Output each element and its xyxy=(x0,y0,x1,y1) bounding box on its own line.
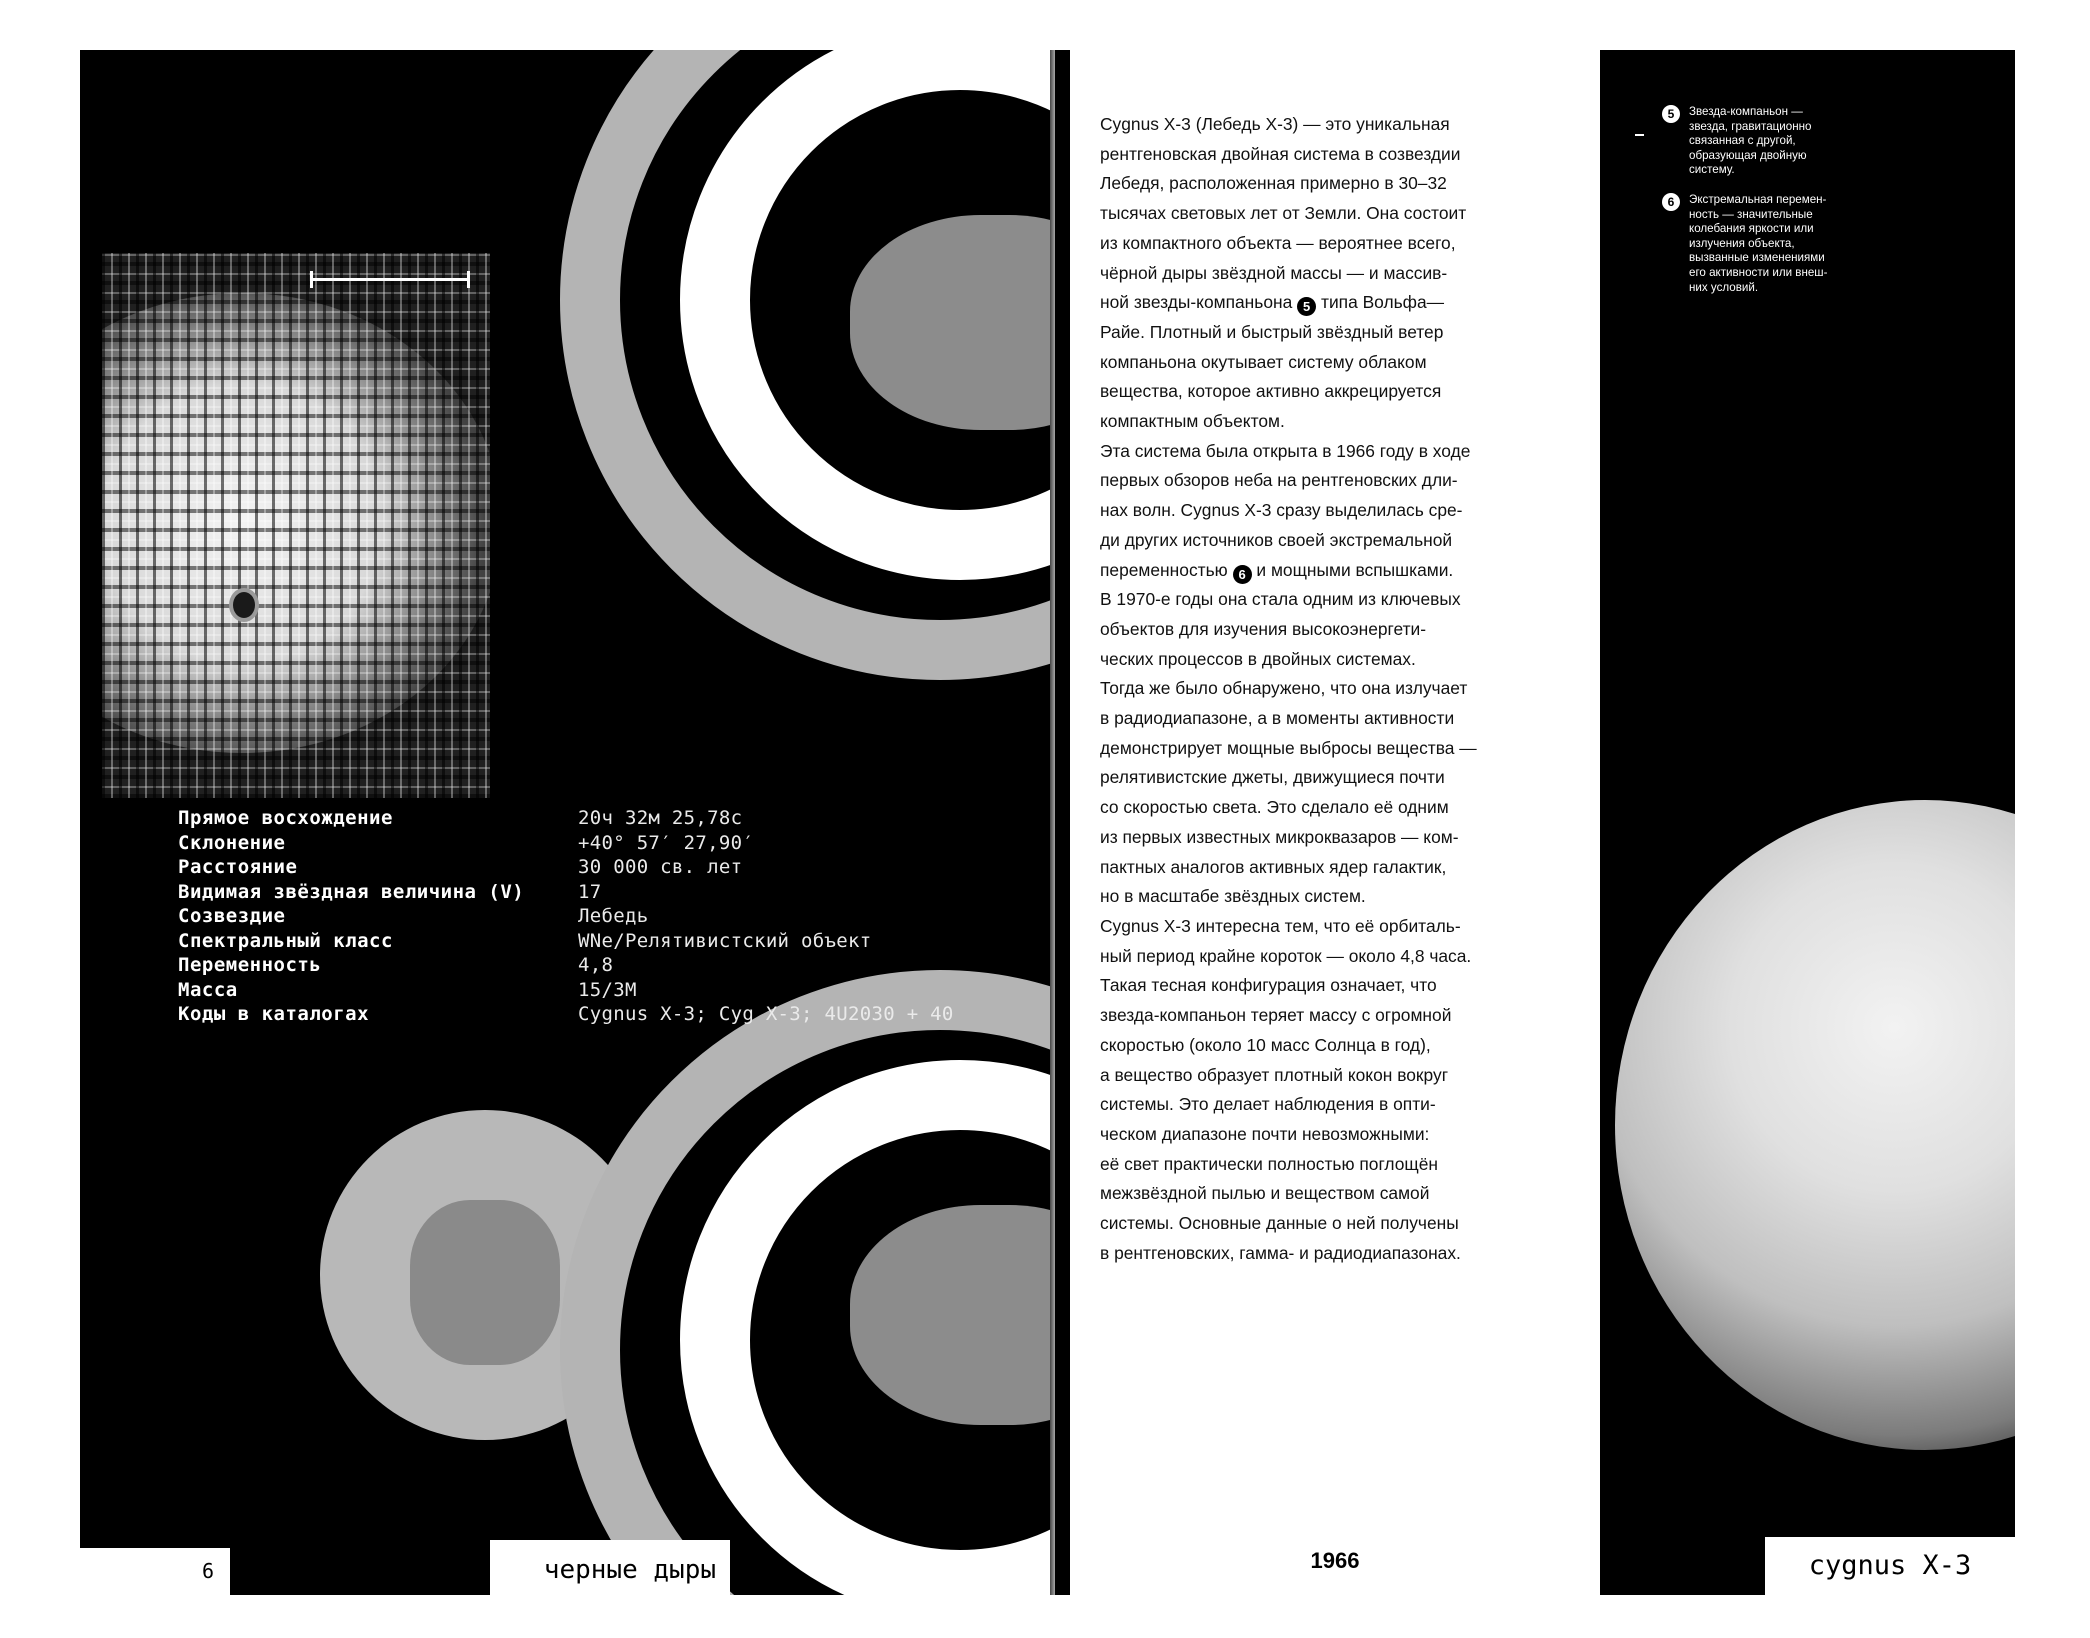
footnote xyxy=(1662,105,1877,178)
data-label: Спектральный класс xyxy=(178,929,393,952)
text-line: компаньона окутывает систему облаком xyxy=(1100,351,1427,372)
text-line: Такая тесная конфигурация означает, что xyxy=(1100,975,1437,996)
footnotes xyxy=(1662,105,1877,310)
text-line: со скоростью света. Это сделало её одним xyxy=(1100,797,1449,818)
text-line: вещества, которое активно аккрецируется xyxy=(1100,381,1442,402)
text-line: скоростью (около 10 масс Солнца в год), xyxy=(1100,1034,1431,1055)
text-line: нах волн. Cygnus X-3 сразу выделилась сре- xyxy=(1100,500,1463,521)
data-label: Склонение xyxy=(178,831,286,854)
text-line: из первых известных микроквазаров — ком- xyxy=(1100,826,1459,847)
data-label: Видимая звёздная величина (V) xyxy=(178,880,525,903)
right-page xyxy=(1055,50,2015,1595)
page-number: 6 xyxy=(80,1548,230,1595)
point-source xyxy=(229,588,259,622)
data-value: 20ч 32м 25,78с xyxy=(578,807,743,829)
paragraph xyxy=(1100,437,1580,586)
text-line: тысячах световых лет от Земли. Она состоит xyxy=(1100,203,1467,224)
footnote-number: 6 xyxy=(1662,193,1680,211)
text-line: Тогда же было обнаружено, что она излучает xyxy=(1100,678,1468,699)
text-line: ческих процессов в двойных системах. xyxy=(1100,648,1416,669)
footnote-ref-marker: 5 xyxy=(1297,297,1316,316)
data-value: 15/3М xyxy=(578,978,637,1001)
text-line: системы. Основные данные о ней получены xyxy=(1100,1213,1459,1234)
xray-star-field-image xyxy=(102,253,490,798)
dash-mark xyxy=(1635,134,1644,136)
footnote-line: ность — значительные xyxy=(1689,207,1813,221)
object-title: cygnus X-3 xyxy=(1765,1537,2015,1595)
text-line: звезда-компаньон теряет массу с огромной xyxy=(1100,1005,1452,1026)
data-label: Переменность xyxy=(178,954,322,976)
footnote-number: 5 xyxy=(1662,105,1680,123)
text-fragment: ной звезды-компаньона xyxy=(1100,292,1293,313)
scale-bar xyxy=(310,278,470,281)
footnote-line: Звезда-компаньон — xyxy=(1689,105,1803,118)
data-label: Коды в каталогах xyxy=(178,1003,370,1025)
paragraph xyxy=(1100,585,1580,912)
data-value: 4,8 xyxy=(578,954,614,976)
footnote-ref-marker: 6 xyxy=(1233,565,1252,584)
text-line: из компактного объекта — вероятнее всего, xyxy=(1100,232,1456,253)
footnote xyxy=(1662,193,1877,295)
text-line: релятивистские джеты, движущиеся почти xyxy=(1100,767,1445,788)
text-line: а вещество образует плотный кокон вокруг xyxy=(1100,1064,1449,1085)
footnote-line: звезда, гравитационно xyxy=(1689,119,1812,133)
footnote-line: колебания яркости или xyxy=(1689,222,1814,236)
text-line: рентгеновская двойная система в созвездии xyxy=(1100,143,1461,164)
data-label: Прямое восхождение xyxy=(178,807,393,829)
text-line: Cygnus X-3 интересна тем, что её орбиталь- xyxy=(1100,915,1461,936)
text-line: демонстрирует мощные выбросы вещества — xyxy=(1100,737,1477,758)
data-label: Созвездие xyxy=(178,905,286,927)
text-line: межзвёздной пылью и веществом самой xyxy=(1100,1183,1430,1204)
text-line: первых обзоров неба на рентгеновских дли- xyxy=(1100,470,1458,491)
bottom-blob-core xyxy=(410,1200,560,1365)
text-line: Cygnus X-3 (Лебедь X-3) — это уникальная xyxy=(1100,114,1450,134)
year-label: 1966 xyxy=(1310,1548,1360,1573)
footnote-line: них условий. xyxy=(1689,280,1759,294)
footnote-line: Экстремальная перемен- xyxy=(1689,192,1827,206)
text-line: её свет практически полностью поглощён xyxy=(1100,1153,1439,1174)
paragraph xyxy=(1100,912,1580,1268)
footnote-line: вызванные изменениями xyxy=(1689,251,1825,265)
text-line: ный период крайне короток — около 4,8 часа. xyxy=(1100,945,1472,966)
text-panel xyxy=(1070,50,1600,1595)
data-value: 30 000 св. лет xyxy=(578,856,743,878)
left-page xyxy=(80,50,1055,1595)
text-line: ди других источников своей экстремальной xyxy=(1100,529,1453,550)
data-value: WNe/Релятивистский объект xyxy=(578,929,872,952)
section-title: черные дыры xyxy=(490,1540,730,1595)
footnote-line: излучения объекта, xyxy=(1689,236,1795,250)
footnote-line: связанная с другой, xyxy=(1689,134,1796,148)
data-label: Масса xyxy=(178,978,238,1001)
footnote-line: образующая двойную xyxy=(1689,148,1807,162)
text-line: пактных аналогов активных ядер галактик, xyxy=(1100,856,1447,877)
text-line: Лебедя, расположенная примерно в 30–32 xyxy=(1100,173,1447,194)
data-value: +40° 57′ 27,90′ xyxy=(578,831,755,854)
glowing-star-image xyxy=(1615,800,2015,1450)
text-line: чёрной дыры звёздной массы — и массив- xyxy=(1100,262,1448,283)
text-line: Райе. Плотный и быстрый звёздный ветер xyxy=(1100,321,1444,342)
text-line: В 1970-е годы она стала одним из ключевых xyxy=(1100,589,1461,610)
data-value: Лебедь xyxy=(578,905,649,927)
text-fragment: переменностью xyxy=(1100,559,1228,580)
star-noise xyxy=(102,253,490,798)
data-label: Расстояние xyxy=(178,856,298,878)
footnote-line: его активности или внеш- xyxy=(1689,265,1828,279)
text-line: в радиодиапазоне, а в моменты активности xyxy=(1100,708,1455,729)
text-line: объектов для изучения высокоэнергети- xyxy=(1100,618,1427,639)
text-line: в рентгеновских, гамма- и радиодиапазонах. xyxy=(1100,1242,1461,1263)
data-value: Cygnus X-3; Cyg X-3; 4U2030 + 40 xyxy=(578,1003,954,1025)
text-fragment: типа Вольфа— xyxy=(1320,292,1445,313)
text-line: ческом диапазоне почти невозможными: xyxy=(1100,1123,1430,1144)
text-line: но в масштабе звёздных систем. xyxy=(1100,886,1366,907)
text-line: компактным объектом. xyxy=(1100,411,1285,432)
article-body xyxy=(1100,110,1580,1268)
data-value: 17 xyxy=(578,880,602,903)
paragraph xyxy=(1100,110,1580,437)
text-line: Эта система была открыта в 1966 году в ходе xyxy=(1100,440,1471,461)
text-line: системы. Это делает наблюдения в опти- xyxy=(1100,1094,1436,1115)
footnote-line: систему. xyxy=(1689,163,1735,177)
text-fragment: и мощными вспышками. xyxy=(1256,559,1454,580)
